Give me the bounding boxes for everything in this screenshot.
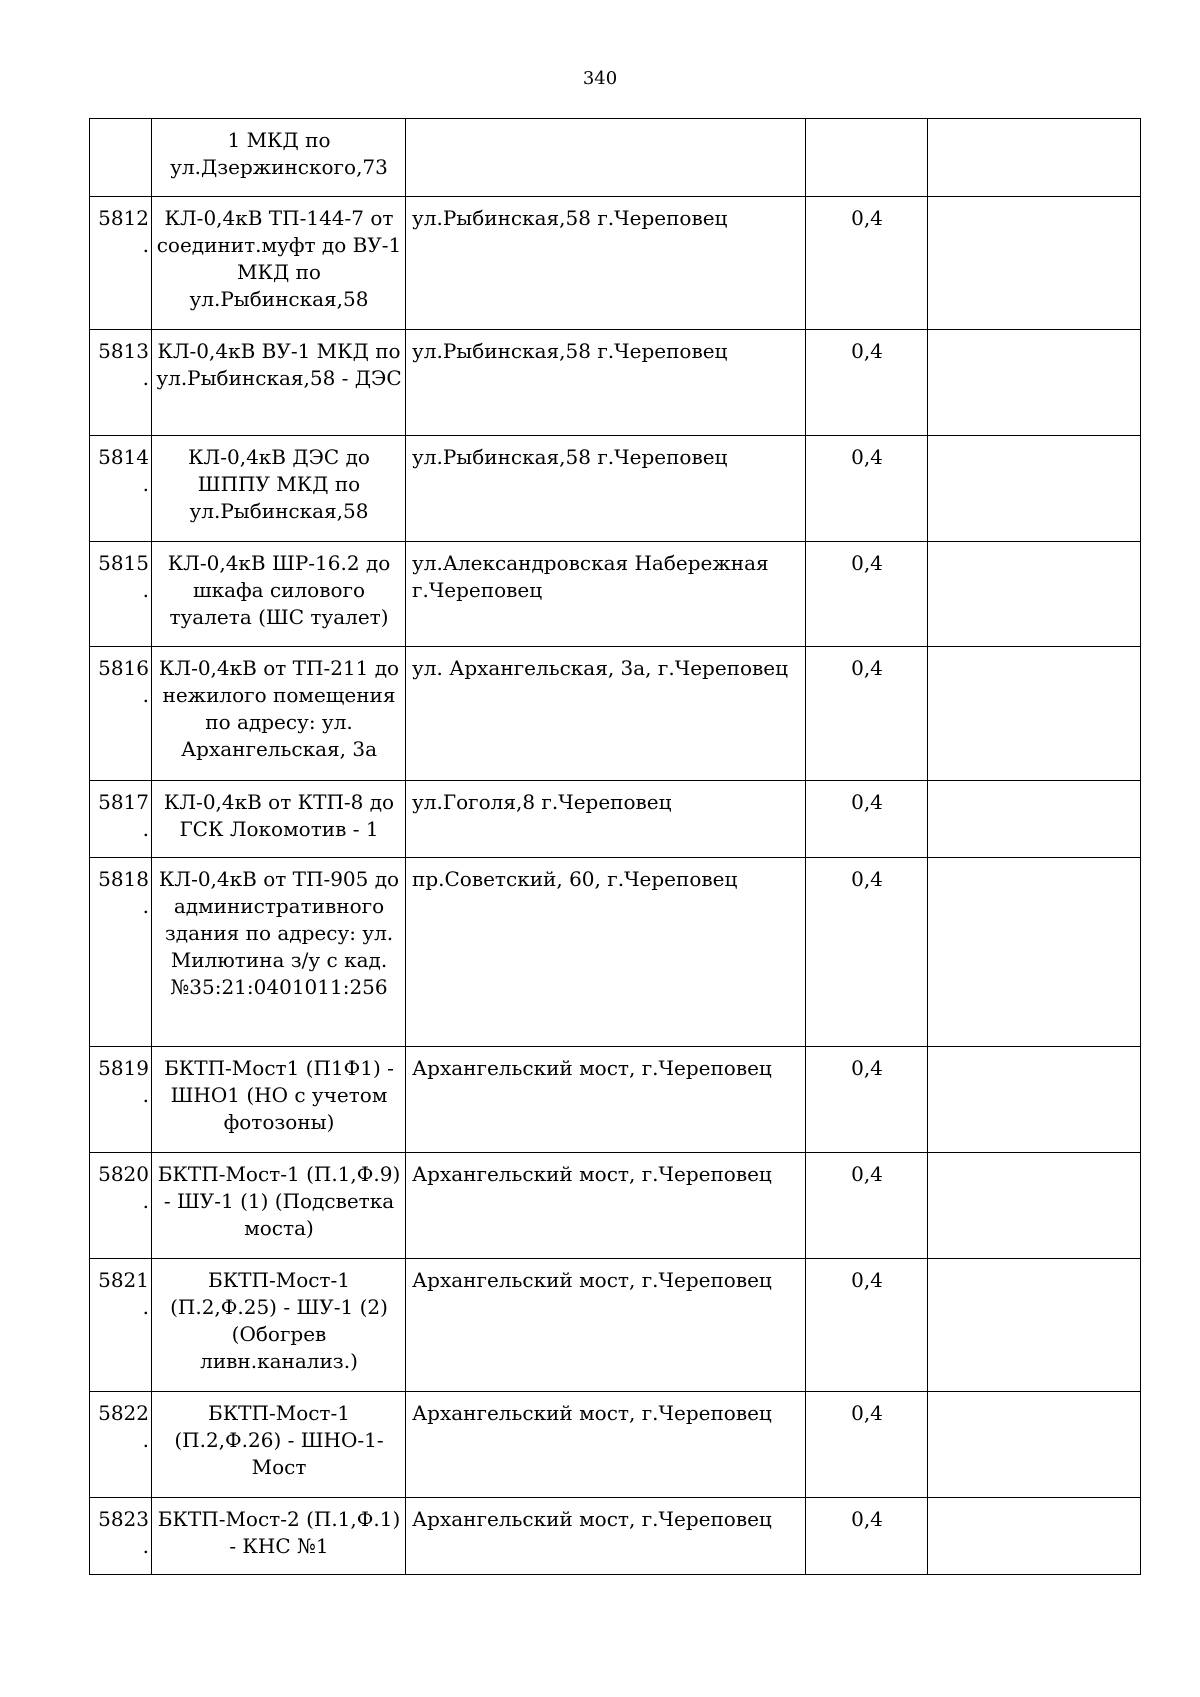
extra-cell xyxy=(928,858,1141,1047)
object-address: Архангельский мост, г.Череповец xyxy=(406,1392,806,1498)
table-row xyxy=(90,781,1141,858)
table-row xyxy=(90,330,1141,436)
object-name: БКТП-Мост1 (П1Ф1) - ШНО1 (НО с учетом фотозоны) xyxy=(152,1047,406,1153)
row-number: 5816. xyxy=(90,647,152,781)
voltage-class: 0,4 xyxy=(806,1498,928,1575)
row-number: 5814. xyxy=(90,436,152,542)
table-row xyxy=(90,197,1141,330)
object-address: пр.Советский, 60, г.Череповец xyxy=(406,858,806,1047)
voltage-class: 0,4 xyxy=(806,858,928,1047)
extra-cell xyxy=(928,330,1141,436)
row-number: 5821. xyxy=(90,1259,152,1392)
object-address: ул.Рыбинская,58 г.Череповец xyxy=(406,330,806,436)
table-row xyxy=(90,1498,1141,1575)
row-number: 5813. xyxy=(90,330,152,436)
object-name: КЛ-0,4кВ от КТП-8 до ГСК Локомотив - 1 xyxy=(152,781,406,858)
voltage-class xyxy=(806,119,928,197)
object-address: ул. Архангельская, 3а, г.Череповец xyxy=(406,647,806,781)
registry-table xyxy=(89,118,1141,1575)
voltage-class: 0,4 xyxy=(806,781,928,858)
object-name: БКТП-Мост-2 (П.1,Ф.1) - КНС №1 xyxy=(152,1498,406,1575)
voltage-class: 0,4 xyxy=(806,1047,928,1153)
row-number: 5820. xyxy=(90,1153,152,1259)
object-name: КЛ-0,4кВ ТП-144-7 от соединит.муфт до ВУ-1 МКД по ул.Рыбинская,58 xyxy=(152,197,406,330)
voltage-class: 0,4 xyxy=(806,436,928,542)
object-address: ул.Рыбинская,58 г.Череповец xyxy=(406,197,806,330)
extra-cell xyxy=(928,1259,1141,1392)
voltage-class: 0,4 xyxy=(806,1259,928,1392)
row-number xyxy=(90,119,152,197)
object-name: БКТП-Мост-1 (П.2,Ф.26) - ШНО-1-Мост xyxy=(152,1392,406,1498)
object-name: 1 МКД по ул.Дзержинского,73 xyxy=(152,119,406,197)
extra-cell xyxy=(928,436,1141,542)
object-name: КЛ-0,4кВ от ТП-905 до административного здания по адресу: ул. Милютина з/у с кад.№35:21:0401011:256 xyxy=(152,858,406,1047)
voltage-class: 0,4 xyxy=(806,647,928,781)
object-address: ул.Гоголя,8 г.Череповец xyxy=(406,781,806,858)
object-address: Архангельский мост, г.Череповец xyxy=(406,1153,806,1259)
extra-cell xyxy=(928,542,1141,647)
row-number: 5812. xyxy=(90,197,152,330)
table-row xyxy=(90,647,1141,781)
voltage-class: 0,4 xyxy=(806,542,928,647)
extra-cell xyxy=(928,781,1141,858)
object-name: КЛ-0,4кВ от ТП-211 до нежилого помещения по адресу: ул. Архангельская, 3а xyxy=(152,647,406,781)
table-row xyxy=(90,858,1141,1047)
voltage-class: 0,4 xyxy=(806,197,928,330)
row-number: 5815. xyxy=(90,542,152,647)
row-number: 5822. xyxy=(90,1392,152,1498)
row-number: 5817. xyxy=(90,781,152,858)
object-name: КЛ-0,4кВ ВУ-1 МКД по ул.Рыбинская,58 - ДЭС xyxy=(152,330,406,436)
table-row xyxy=(90,1259,1141,1392)
table-row xyxy=(90,542,1141,647)
extra-cell xyxy=(928,1498,1141,1575)
page-number: 340 xyxy=(582,68,618,89)
extra-cell xyxy=(928,647,1141,781)
row-number: 5819. xyxy=(90,1047,152,1153)
extra-cell xyxy=(928,119,1141,197)
object-address: Архангельский мост, г.Череповец xyxy=(406,1498,806,1575)
extra-cell xyxy=(928,1392,1141,1498)
extra-cell xyxy=(928,1047,1141,1153)
extra-cell xyxy=(928,197,1141,330)
object-address: ул.Рыбинская,58 г.Череповец xyxy=(406,436,806,542)
voltage-class: 0,4 xyxy=(806,1392,928,1498)
table-row xyxy=(90,1153,1141,1259)
object-address: Архангельский мост, г.Череповец xyxy=(406,1047,806,1153)
object-name: БКТП-Мост-1 (П.1,Ф.9) - ШУ-1 (1) (Подсветка моста) xyxy=(152,1153,406,1259)
row-number: 5823. xyxy=(90,1498,152,1575)
table-row xyxy=(90,436,1141,542)
table-row xyxy=(90,1392,1141,1498)
voltage-class: 0,4 xyxy=(806,1153,928,1259)
object-name: БКТП-Мост-1 (П.2,Ф.25) - ШУ-1 (2) (Обогрев ливн.канализ.) xyxy=(152,1259,406,1392)
table-row xyxy=(90,1047,1141,1153)
table-row xyxy=(90,119,1141,197)
object-address: Архангельский мост, г.Череповец xyxy=(406,1259,806,1392)
table-body xyxy=(90,119,1141,1575)
object-address xyxy=(406,119,806,197)
object-name: КЛ-0,4кВ ШР-16.2 до шкафа силового туалета (ШС туалет) xyxy=(152,542,406,647)
row-number: 5818. xyxy=(90,858,152,1047)
object-name: КЛ-0,4кВ ДЭС до ШППУ МКД по ул.Рыбинская,58 xyxy=(152,436,406,542)
object-address: ул.Александровская Набережная г.Череповец xyxy=(406,542,806,647)
extra-cell xyxy=(928,1153,1141,1259)
voltage-class: 0,4 xyxy=(806,330,928,436)
